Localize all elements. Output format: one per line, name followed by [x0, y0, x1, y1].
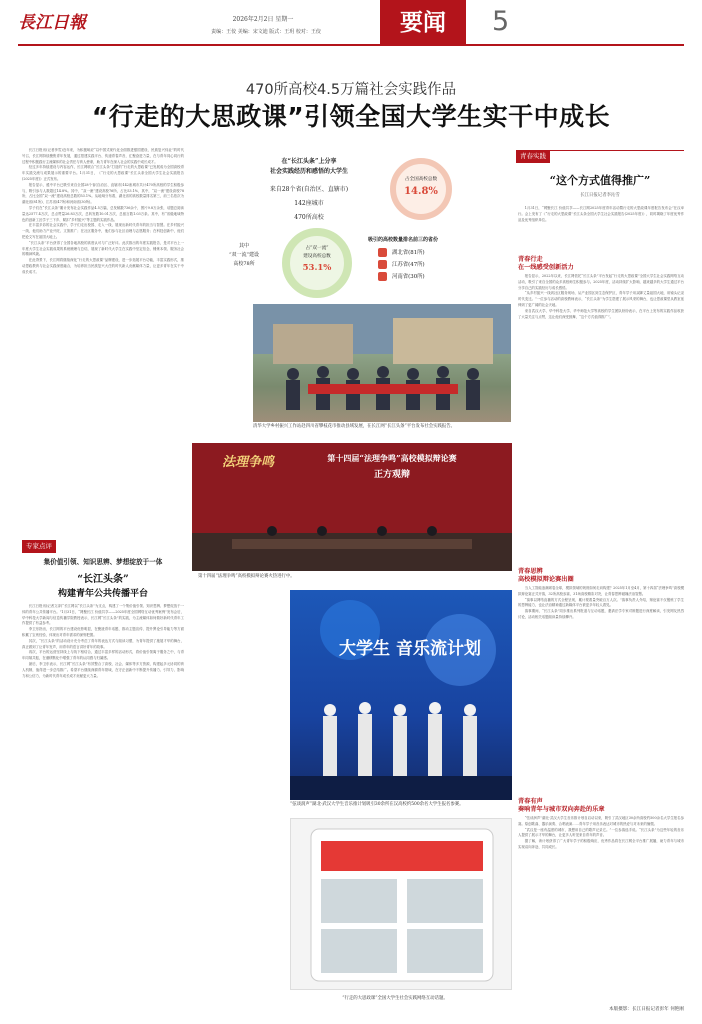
article-kicker: 470所高校4.5万篇社会实践作品: [245, 82, 457, 98]
sidebar-sub3: 青春有声: [518, 798, 543, 805]
top3-title: 吸引的高校数量排名前三的省份: [368, 237, 439, 243]
top3-item: 河南省(30所): [392, 274, 425, 280]
share-value: 53.1%: [302, 263, 332, 273]
photo-phone-screen: [290, 818, 512, 990]
sidebar-paragraph: 来自武汉大学、华中科技大学、华中师范大学等高校的学生团队纷纷表示，在平台上发布的实践作品收获了大量关注与点赞，这让他们深受鼓舞，“这个方式值得推广”。: [518, 308, 684, 319]
sidebar-sub2: 青春思辨: [518, 568, 543, 575]
article-body: [22, 148, 184, 534]
infographic-title-2: 社会实践经历和感悟的大学生: [269, 168, 348, 175]
photo-phone-caption: “行走的大思政课”全国大学生社会实践网络互动话题。: [342, 996, 448, 1001]
commentary-paragraph: 最后，李卫东表示，长江网“长江头条”有效整合了高校、社会、媒体等多方资源，构建起多元协同的育人机制，值得进一步总结推广。希望平台继续深耕青年领域，在守正创新中不断提升传播力、引导力、影响力和公信力，为新时代青年成长成才贡献更大力量。: [22, 661, 184, 678]
sidebar-intro-text: 1月31日，“网聚长江 价值共享——长江网2025年度青年活动暨行走的大思政课年度报告发布会”在汉举行。会上发布了《“行走的大思政课”长江头条全国大学生社会实践报告(2025年度)》，同时揭晓了年度优秀作品及优秀组织单位。: [518, 206, 684, 222]
infographic-title-1: 在“长江头条”上分享: [281, 158, 337, 165]
photo-debate: [192, 443, 512, 571]
infographic: [192, 150, 512, 315]
sub-label-1: 其中: [238, 243, 249, 249]
pin-icon: [378, 248, 387, 257]
sidebar-paragraph: 报告显示，2022年以来，长江网依托“长江头条”平台发起“行走的大思政课”全国大学生社会实践网络互动活动，吸引了来自全国的众多高校师生积极参与。2025年度，活动持续扩大影响，越来越多的大学生通过平台分享自己的实践经历与成长感悟。: [518, 274, 684, 290]
photo-village-team-art: [253, 304, 511, 422]
sidebar-sub1: 青春行走: [518, 256, 543, 263]
editor-credits: 责编：王佼 美编：宋文迪 版式：王玥 校对：王佼: [211, 29, 321, 35]
commentary-paragraph: 李卫东指出，长江网的平台建设优势明显，在聚拢青年话题、推动主题宣传、提升舆论引导能力等方面积累了宝贵经验，体现出对青年需求的深刻把握。: [22, 627, 184, 637]
commentary-title-1: 集价值引领、知识思辨、梦想绽放于一体: [43, 558, 163, 566]
article-paragraph: 在丰富多彩的社会实践中，学子们走出校园、走入一线，展现出新时代青年的担当与智慧。在乡村振兴一线，他们助力产业兴旺、文旅推广；在社区服务中，他们参与社区治理与志愿服务；在科技创新中，他们把论文写在祖国大地上。: [22, 223, 184, 239]
sidebar-body2: [518, 586, 684, 796]
photo-village-team: [253, 304, 511, 422]
infographic-stat-provinces: 来自28个省(自治区、直辖市): [269, 186, 349, 193]
article-headline: “行走的大思政课”引领全国大学生实干中成长: [91, 102, 611, 131]
sidebar-byline: 长江日报记者李沁雪: [580, 193, 620, 198]
photo-concert-caption: “弦谈润声”湖北·武汉大学生音乐推计划吸引30余所在汉高校约500余名大学生报名参赛。: [290, 802, 464, 807]
article-paragraph: “长江头条”平台获得了全国各地高校的高度认可与广泛好评。此次推出的年度实践报告，是对平台上一年度大学生社会实践成果的系统梳理与总结，展现了新时代大学生在实践中坚定信念、锤炼本领、服务社会的精神风貌。: [22, 240, 184, 257]
photo-credit: 本版摄影：长江日报记者彭年 何艳刚: [609, 1007, 684, 1012]
top3-item: 江苏省(47所): [392, 262, 425, 268]
issue-date: 2026年2月2日 星期一: [232, 16, 294, 23]
sidebar-sub2b: 高校模拟辩论赛出圈: [518, 576, 574, 583]
photo-concert-art: [290, 590, 512, 800]
sidebar-sub3b: 奏响青年与城市双向奔赴的乐章: [518, 806, 605, 813]
sidebar-paragraph: 赛事期间，“长江头条”同步推出系列报道与互动话题，邀请法学专家对辩题进行深度解读，引发网友热烈讨论，活动相关话题阅读量持续攀升。: [518, 609, 684, 619]
sidebar-body3: [518, 816, 684, 1002]
section-tab: 要闻: [380, 0, 466, 46]
article-paragraph: 报告显示，遴中平台已吸引来自全国28个省(自治区、直辖市)142座城市共计470所高校的学生积极参与，吸引参与人数超过14.8%。其中，“双一流”建设高校76所，占比53.1%，其中，“双一流”建设高校78所，占比全国“双一流”建设高校总数的53.1%。从地域分布看，湖北省的高校数量排名第三，前三名依次为湖北省(81所)、江苏省(47所)和河南省(30所)。: [22, 182, 184, 205]
sidebar-tag: 青春实践: [516, 150, 550, 163]
commentary-paragraph: 长江日报讯(记者文泽)“长江网以“长江头条”为支点，构建了一个集价值引领、知识思辨、梦想绽放于一体的青年公共传播平台。”1月31日，“网聚长江 价值共享——2025年度全国网络互动优秀案例”发布会后，华中科技大学新闻与信息传播学院教授表示，长江网“长江头条”的实践，为主流媒体如何做好新时代青年工作提供了有益参考。: [22, 604, 184, 626]
sidebar-paragraph: “从乡村振兴一线到社区服务现场，从产业园区到生态保护区，青年学子用双脚丈量祖国大地，用镜头记录时代变迁。”一位参与活动的高校教师表示，“长江头条”为学生搭建了展示风采的舞台，也让思政课堂从教室延伸到了更广阔的社会天地。: [518, 291, 684, 307]
ratio-value: 14.8%: [404, 186, 438, 197]
sidebar-paragraph: 据了解，该计划获得了广大青年学子的积极响应，优秀作品将在长江网全平台推广展播，助力青年与城市实现双向奔赴、共同成长。: [518, 839, 684, 849]
pin-icon: [378, 272, 387, 281]
infographic-stat-schools: 470所高校: [294, 214, 324, 221]
commentary-paragraph: 再次，平台的运营坚持线上与线下相结合，通过丰富多样的活动形式，将价值引领寓于服务之中，与青年同频共振，在潜移默化中增强了青年的认同感与归属感。: [22, 650, 184, 661]
commentary-title-2: “长江头条”: [77, 574, 129, 585]
article-paragraph: 长江日报讯(记者李雪)近年来，为积极响应“以中国式现代化全面推进强国建设、民族复兴伟业”的时代号召，长江网持续聚焦青年发展，通过搭建实践平台、传递青春声音，汇聚奋进力量，在与青年同心同行的过程中积极践行主流媒体的社会责任与育人使命，助力青年在深入社会的实践中成长成才。: [22, 148, 184, 164]
commentary-body: [22, 604, 184, 988]
page-number: 5: [492, 6, 510, 37]
article-paragraph: 学子们在“长江头条”累计发布社会实践作品4.5万篇，总发稿数736余个，图片9.8万余张，话题总阅读量达2577.4万次，总点赞量26.83万次，总转发数10.01万次，总留言数1.03万条。其中，有“省级地域特色的创新工匠学子三下乡、紧扣“乡村振兴”等主题的实践作品。: [22, 205, 184, 222]
banner-subtitle: 正方观辩: [373, 470, 410, 480]
banner-title: 第十四届“法理争鸣”高校模拟辩论赛: [327, 453, 457, 463]
photo-phone-screen-art: [291, 819, 512, 990]
infographic-stat-cities: 142座城市: [294, 200, 324, 207]
banner-brand: 法理争鸣: [222, 455, 275, 470]
article-paragraph: 在此背景下，长江网将继续深化“行走的大思政课”品牌建设，进一步拓展平台功能，丰富实践形式，推动思政教育与社会实践深度融合，为培养担当民族复兴大任的时代新人贡献媒体力量，让更多青年在实干中成长成才。: [22, 258, 184, 274]
sub-label-2: “双一流”建设: [228, 252, 260, 258]
photo-debate-caption: 第十四届“法理争鸣”高校模拟辩论赛火热进行中。: [198, 574, 295, 579]
photo-village-team-caption: 清华大学乡村振兴工作站赴四川省攀枝花市推动县域发展，在长江网“长江头条”平台发布社会实践报告。: [253, 424, 456, 429]
header-divider: [18, 44, 684, 46]
sub-label-3: 高校78所: [233, 261, 255, 267]
sidebar-paragraph: “武汉是一座有温度的城市，我想用自己的歌声记录它。”一位参赛选手说。“长江头条”为这些年轻的音乐人提供了展示才华的舞台，让更多人听见来自青年的声音。: [518, 827, 684, 838]
ratio-label: 占全国高校总数: [404, 177, 438, 182]
sidebar-paragraph: “赛事以网络直播的方式全程呈现，累计观看量突破百万人次。”赛事负责人介绍，辩论赛不仅锻炼了学生的思辨能力，也让法治精神通过新媒体平台被更多年轻人看见。: [518, 597, 684, 608]
commentary-tag: 专家点评: [22, 540, 56, 553]
article-paragraph: 经过多年持续建设与内容运作，长江网联合“长江头条”打造的“行走的大思政课”已发展成为全国高校青年实践交流与成果展示的重要平台。1月31日，《“行走的大思政课”长江头条全国大学生社会实践报告(2025年度)》正式发布。: [22, 165, 184, 181]
sidebar-sub1b: 在一线感受创新活力: [518, 264, 574, 271]
photo-concert: [290, 590, 512, 800]
share-label-1: 占“双一流”: [305, 246, 329, 251]
sidebar-paragraph: 当人工智能浪潮席卷全球，模拟领域的规则如何走向构建？2025年1月至4月，第十四届“法理争鸣”高校模拟辩论赛正式开赛，32所高校参赛，31场高校精彩对决，让青春思辨碰撞法治智慧。: [518, 586, 684, 596]
top3-item: 湖北省(81所): [392, 250, 425, 256]
sidebar-body1: [518, 274, 684, 564]
sidebar-paragraph: “弦谈润声”湖北·武汉大学生音乐推计划自启动以来，吸引了武汉地区30余所高校约500余名大学生报名参赛。原创歌曲、器乐演奏、合唱表演……青年学子用音乐表达对城市的热爱与对未来的憧憬。: [518, 816, 684, 826]
newspaper-logo: 長江日報: [18, 13, 86, 33]
commentary-title-3: 构建青年公共传播平台: [57, 589, 148, 599]
share-label-2: 建设高校总数: [303, 254, 331, 259]
pin-icon: [378, 260, 387, 269]
concert-title: 大学生 音乐流计划: [339, 639, 481, 659]
sidebar-title: “这个方式值得推广”: [549, 174, 651, 187]
commentary-paragraph: 其次，“长江头条”的活动设计充分考虑了青年的表达方式与阅读习惯，为青年提供了施展才华的舞台，真正做到了让青年发声，用青年的语言讲好青年的故事。: [22, 638, 184, 649]
sidebar-intro: [518, 206, 684, 254]
